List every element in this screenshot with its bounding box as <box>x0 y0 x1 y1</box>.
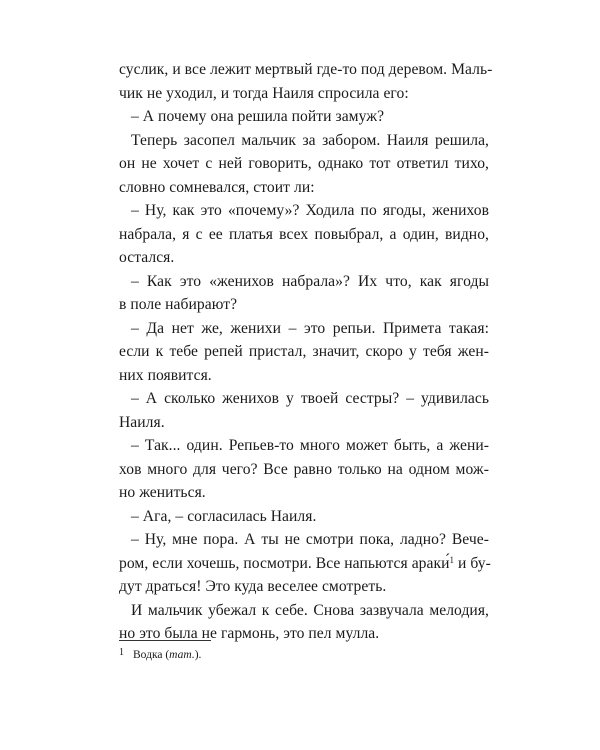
footnote-reference[interactable]: 1 <box>449 554 455 565</box>
text-line: остался. <box>119 249 175 266</box>
text-line: – Ну, мне пора. А ты не смотри пока, ладно? Вече- <box>131 531 489 548</box>
text-line: словно сомневался, стоит ли: <box>119 178 315 196</box>
text-line: – Как это «женихов набрала»? Их что, как ягоды <box>131 272 489 290</box>
text-line: Теперь засопел мальчик за забором. Наиля решила, <box>131 131 489 149</box>
text-line: них появится. <box>119 366 212 384</box>
text-line: дут драться! Это куда веселее смотреть. <box>119 578 387 595</box>
body-text <box>119 58 493 646</box>
text-line: он не хочет с ней говорить, однако тот ответил тихо, <box>119 155 489 172</box>
text-fragment: ром, если хочешь, посмотри. Все напьются араки́ <box>119 554 450 572</box>
footnote-divider <box>119 640 211 641</box>
text-line: в поле набирают? <box>119 296 238 313</box>
text-line: – Так... один. Репьев-то много может быть, а жени- <box>131 437 489 454</box>
footnote <box>119 645 201 663</box>
text-line: – А почему она решила пойти замуж? <box>131 108 385 125</box>
text-line: суслик, и все лежит мертвый где-то под деревом. Маль- <box>119 61 493 78</box>
text-line: чик не уходил, и тогда Наиля спросила его: <box>119 84 409 102</box>
text-line: И мальчик убежал к себе. Снова зазвучала мелодия, <box>131 601 489 619</box>
footnote-text: Водка ( <box>133 649 170 661</box>
text-line: Наиля. <box>119 413 165 431</box>
text-line: набрала, я с ее платья всех повыбрал, а один, видно, <box>119 225 489 243</box>
text-line: если к тебе репей пристал, значит, скоро у тебя жен- <box>119 343 489 360</box>
footnote-number: 1 <box>119 647 124 658</box>
text-line: – Да нет же, женихи – это репьи. Примета такая: <box>131 319 489 337</box>
footnote-italic-text: тат. <box>169 649 195 661</box>
text-line: – Ну, как это «почему»? Ходила по ягоды, женихов <box>131 202 489 219</box>
footnote-text-end: ). <box>194 649 202 661</box>
text-line: – А сколько женихов у твоей сестры? – удивилась <box>131 390 489 407</box>
text-fragment: и бу- <box>454 554 491 572</box>
text-line: но жениться. <box>119 484 206 501</box>
text-line: но это была не гармонь, это пел мулла. <box>119 625 380 642</box>
text-line-with-footnote <box>119 552 489 576</box>
text-line: хов много для чего? Все равно только на одном мож- <box>119 460 489 478</box>
text-line: – Ага, – согласилась Наиля. <box>131 507 317 525</box>
